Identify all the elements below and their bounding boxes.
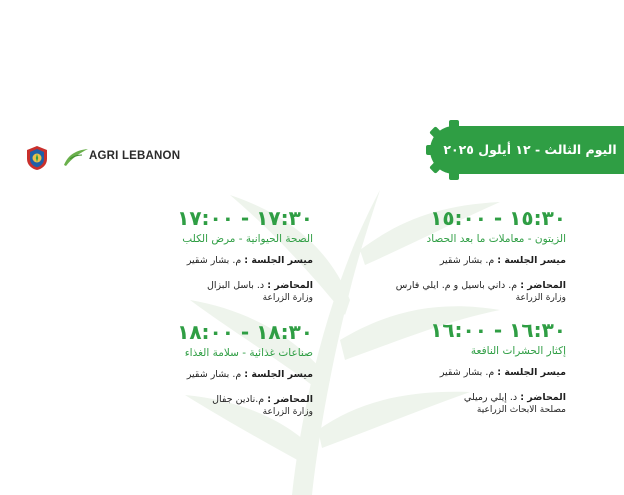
session-title: صناعات غذائية - سلامة الغذاء bbox=[184, 347, 313, 359]
moderator-label: ميسر الجلسة : bbox=[244, 255, 313, 266]
speaker-label: المحاضر : bbox=[520, 392, 566, 403]
agri-lebanon-logo bbox=[25, 141, 181, 177]
session-time: ١٥:٣٠ - ١٥:٠٠ bbox=[430, 206, 566, 230]
session-speaker bbox=[356, 279, 566, 292]
session-time: ١٨:٣٠ - ١٨:٠٠ bbox=[177, 320, 313, 344]
session-title: الزيتون - معاملات ما بعد الحصاد bbox=[426, 233, 566, 245]
moderator-label: ميسر الجلسة : bbox=[497, 255, 566, 266]
session-speaker bbox=[133, 393, 313, 406]
session-speaker bbox=[133, 279, 313, 292]
session-card bbox=[133, 206, 313, 305]
speaker-organization: وزارة الزراعة bbox=[515, 293, 566, 303]
speaker-name: د. إيلي رميلي bbox=[463, 392, 518, 403]
moderator-label: ميسر الجلسة : bbox=[497, 367, 566, 378]
speaker-label: المحاضر : bbox=[520, 280, 566, 291]
day-title: اليوم الثالث - ١٢ أيلول ٢٠٢٥ bbox=[443, 142, 617, 157]
session-card bbox=[356, 318, 566, 417]
day-header-badge bbox=[422, 118, 624, 182]
speaker-organization: وزارة الزراعة bbox=[262, 407, 313, 417]
speaker-label: المحاضر : bbox=[267, 280, 313, 291]
speaker-organization: وزارة الزراعة bbox=[262, 293, 313, 303]
session-moderator bbox=[133, 368, 313, 381]
speaker-name: د. باسل البزال bbox=[206, 280, 265, 291]
leaf-logo-icon bbox=[60, 147, 90, 167]
session-speaker bbox=[356, 391, 566, 404]
logo-text: AGRI LEBANON bbox=[89, 150, 181, 162]
session-title: إكثار الحشرات النافعة bbox=[470, 345, 566, 357]
session-moderator bbox=[356, 254, 566, 267]
session-moderator bbox=[356, 366, 566, 379]
moderator-name: م. بشار شقير bbox=[439, 367, 495, 378]
moderator-name: م. بشار شقير bbox=[439, 255, 495, 266]
ministry-seal-icon bbox=[25, 145, 49, 171]
session-card bbox=[133, 320, 313, 419]
session-title: الصحة الحيوانية - مرض الكلب bbox=[182, 233, 313, 245]
session-time: ١٧:٣٠ - ١٧:٠٠ bbox=[177, 206, 313, 230]
speaker-organization: مصلحة الابحاث الزراعية bbox=[476, 405, 566, 415]
session-time: ١٦:٣٠ - ١٦:٠٠ bbox=[430, 318, 566, 342]
speaker-name: م.نادين جفال bbox=[212, 394, 265, 405]
speaker-name: م. داني باسيل و م. ايلي فارس bbox=[395, 280, 518, 291]
session-moderator bbox=[133, 254, 313, 267]
session-card bbox=[356, 206, 566, 305]
moderator-label: ميسر الجلسة : bbox=[244, 369, 313, 380]
speaker-label: المحاضر : bbox=[267, 394, 313, 405]
moderator-name: م. بشار شقير bbox=[186, 255, 242, 266]
moderator-name: م. بشار شقير bbox=[186, 369, 242, 380]
